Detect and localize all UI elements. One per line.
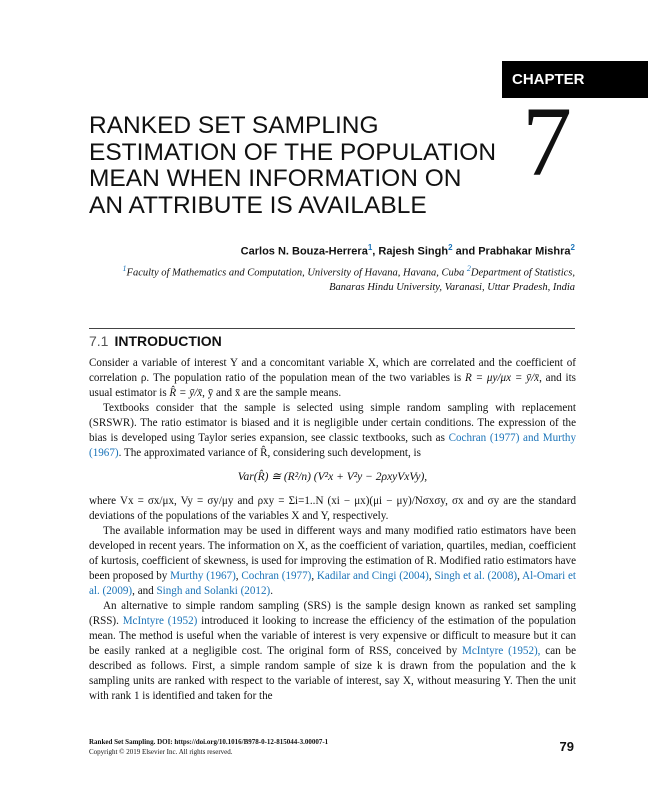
text-run: , and its usual estimator is <box>89 372 576 399</box>
author-list <box>241 243 575 258</box>
text-run: . <box>270 585 273 597</box>
citation-link[interactable]: Murthy (1967) <box>170 570 236 582</box>
title-line: MEAN WHEN INFORMATION ON <box>89 165 462 192</box>
text-run: , <box>311 570 317 582</box>
title-line: RANKED SET SAMPLING <box>89 112 379 139</box>
paragraph <box>89 524 576 599</box>
section-divider <box>89 328 575 329</box>
inline-formula: R̂ = ȳ/x̄ <box>169 387 203 399</box>
paragraph <box>89 401 576 461</box>
footer-copyright: Copyright © 2019 Elsevier Inc. All rights reserved. <box>89 748 233 756</box>
section-heading <box>89 333 222 349</box>
author-name: Rajesh Singh <box>378 245 449 258</box>
text-run: An alternative to simple random sampling (SRS) is the sample design known as ranked set sampling (RSS). <box>89 600 576 627</box>
title-line: AN ATTRIBUTE IS AVAILABLE <box>89 191 427 219</box>
text-run: , <box>517 570 523 582</box>
footer-doi: Ranked Set Sampling. DOI: https://doi.org/10.1016/B978-0-12-815044-3.00007-1 <box>89 738 329 746</box>
text-run: , and <box>132 585 157 597</box>
text-run: Consider a variable of interest Y and a concomitant variable X, which are correlated and the coefficient of correlation ρ. The population ratio of the population mean of the two variables is <box>89 357 576 384</box>
citation-link[interactable]: Singh and Solanki (2012) <box>156 585 271 597</box>
text-run: . The approximated variance of R̂, considering such development, is <box>118 447 421 459</box>
text-run: introduced it looking to increase the efficiency of the estimation of the population mean. The method is useful when the variable of interest is very expensive or difficult to measure but it can be easily ranked at a negligible cost. The original form of RSS, conceived by <box>89 615 576 657</box>
author-affil-ref[interactable]: 2 <box>448 243 453 252</box>
author-name: Prabhakar Mishra <box>478 245 571 258</box>
text-run: , ȳ and x̄ are the sample means. <box>202 387 342 399</box>
text-run: , <box>428 570 435 582</box>
citation-link[interactable]: Kadilar and Cingi (2004) <box>316 570 429 582</box>
display-equation: Var(R̂) ≅ (R²/n) (V²x + V²y − 2ρxyVxVy), <box>237 471 428 483</box>
citation-link[interactable]: Cochran (1977) <box>241 570 312 582</box>
author-affil-ref[interactable]: 2 <box>570 243 575 252</box>
affiliation-text: Department of Statistics, Banaras Hindu University, Varanasi, Uttar Pradesh, India <box>329 267 575 293</box>
text-run: Textbooks consider that the sample is selected using simple random sampling with replacement (SRSWR). The ratio estimator is biased and it is negligible under certain conditions. The expression of the bias is developed using Taylor series expansion, see classic textbooks, such as <box>89 402 576 444</box>
title-line: ESTIMATION OF THE POPULATION <box>89 138 497 166</box>
citation-link[interactable]: Cochran (1977) and Murthy (1967) <box>89 432 576 459</box>
section-title: INTRODUCTION <box>114 333 222 349</box>
citation-link[interactable]: McIntyre (1952), <box>462 645 541 657</box>
paragraph <box>89 356 576 401</box>
text-run: The available information may be used in different ways and many modified ratio estimators have been developed in recent years. The information on X, as the coefficient of variation, quartiles, median, coefficient of kurtosis, coefficient of skewness, is used for improving the estimation of R. Modified ratio estimators have been proposed by <box>89 525 576 582</box>
body-text <box>89 356 576 704</box>
paragraph <box>89 599 576 704</box>
author-separator: and <box>452 245 479 258</box>
text-run: where Vx = σx/μx, Vy = σy/μy and ρxy = Σi=1..N (xi − μx)(μi − μy)/Nσxσy, σx and σy are the standard deviations of the populations of the variables X and Y, respectively. <box>89 495 576 522</box>
section-number: 7.1 <box>89 333 109 349</box>
chapter-number: 7 <box>522 86 572 197</box>
citation-link[interactable]: McIntyre (1952) <box>122 615 198 627</box>
affil-marker: 1 <box>122 264 127 273</box>
text-run: , <box>235 570 242 582</box>
affil-marker: 2 <box>466 264 471 273</box>
author-separator: , <box>372 245 379 258</box>
chapter-label: CHAPTER <box>502 61 648 98</box>
affiliation-text: Faculty of Mathematics and Computation, University of Havana, Havana, Cuba <box>126 267 467 279</box>
inline-formula: R = μy/μx = ȳ/x̄ <box>465 372 540 384</box>
page-number: 79 <box>559 739 574 754</box>
author-affil-ref[interactable]: 1 <box>367 243 373 252</box>
chapter-title <box>89 113 509 219</box>
citation-link[interactable]: Al-Omari et al. (2009) <box>89 570 577 597</box>
citation-link[interactable]: Singh et al. (2008) <box>434 570 518 582</box>
paragraph <box>89 494 576 524</box>
text-run: can be described as follows. First, a simple random sample of size k is drawn from the population and the k sampling units are ranked with respect to the variable of interest, say X, without measuring Y. Then the unit with rank 1 is identified and taken for the <box>89 645 576 702</box>
author-name: Carlos N. Bouza-Herrera <box>240 245 368 258</box>
affiliations <box>105 262 575 295</box>
